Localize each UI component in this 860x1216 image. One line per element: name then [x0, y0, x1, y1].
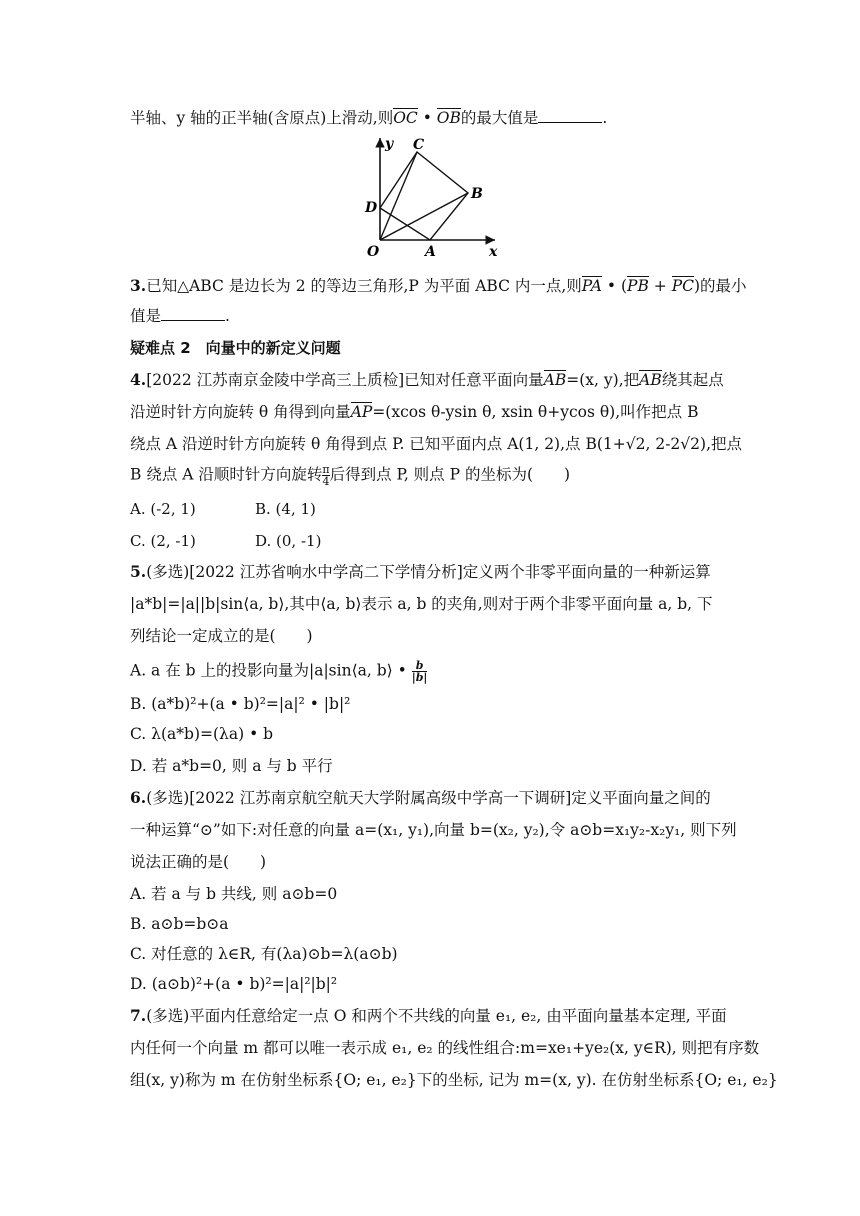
question-number: 3.: [130, 276, 147, 295]
label-y: y: [385, 136, 394, 152]
answer-blank[interactable]: [161, 306, 225, 321]
label-x: x: [489, 244, 498, 260]
text: (多选)[2022 江苏南京航空航天大学附属高级中学高一下调研]定义平面向量之间的: [146, 789, 711, 807]
q2-tail-line: 半轴、y 轴的正半轴(含原点)上滑动,则OC • OB的最大值是 .: [130, 109, 608, 127]
text: 已知△ABC 是边长为 2 的等边三角形,P 为平面 ABC 内一点,则: [146, 277, 582, 295]
q4-option-a[interactable]: A. (-2, 1): [130, 500, 196, 518]
text: (多选)平面内任意给定一点 O 和两个不共线的向量 e₁, e₂, 由平面向量基本定理, 平面: [146, 1007, 727, 1025]
q7-line-3: 组(x, y)称为 m 在仿射坐标系{O; e₁, e₂}下的坐标, 记为 m=(x, y). 在仿射坐标系{O; e₁, e₂}: [130, 1071, 778, 1089]
q4-line-1: [130, 370, 724, 390]
q5-line-2: |a*b|=|a||b|sin⟨a, b⟩,其中⟨a, b⟩表示 a, b 的夹角,则对于两个非零平面向量 a, b, 下: [130, 595, 713, 613]
q6-option-b[interactable]: B. a⊙b=b⊙a: [130, 915, 229, 933]
vector-ab: AB: [639, 371, 662, 389]
q5-option-a[interactable]: [130, 660, 427, 683]
q4-option-c[interactable]: C. (2, -1): [130, 532, 196, 550]
q6-option-d[interactable]: D. (a⊙b)²+(a • b)²=|a|²|b|²: [130, 975, 338, 993]
text: 的最大值是: [460, 109, 539, 127]
text: 绕其起点: [661, 371, 724, 389]
text: +: [648, 277, 672, 295]
question-number: 7.: [130, 1006, 147, 1025]
text: (多选)[2022 江苏省响水中学高二下学情分析]定义两个非零平面向量的一种新运算: [146, 563, 711, 581]
answer-blank[interactable]: [538, 108, 602, 123]
frac-num: b: [415, 659, 424, 672]
text: 值是: [130, 307, 162, 325]
frac-den: 4: [322, 475, 330, 488]
text: •: [417, 109, 437, 127]
q6-option-a[interactable]: A. 若 a 与 b 共线, 则 a⊙b=0: [130, 885, 338, 903]
label-b: B: [471, 186, 483, 202]
question-number: 5.: [130, 562, 147, 581]
q5-option-d[interactable]: D. 若 a*b=0, 则 a 与 b 平行: [130, 757, 333, 775]
q3-line-1: [130, 276, 747, 296]
text: A. a 在 b 上的投影向量为|a|sin⟨a, b⟩ •: [130, 661, 407, 680]
label-o: O: [367, 244, 380, 260]
vector-pb: PB: [627, 277, 649, 295]
q5-line-1: [130, 562, 711, 582]
label-c: C: [413, 137, 425, 153]
q5-line-3: 列结论一定成立的是( ): [130, 627, 313, 645]
vector-oc: OC: [393, 109, 418, 127]
question-number: 6.: [130, 788, 147, 807]
fraction-b-over-norm-b: [412, 660, 428, 683]
q7-line-1: [130, 1006, 727, 1026]
label-d: D: [365, 200, 378, 216]
frac-num: π: [322, 463, 330, 476]
vector-pc: PC: [671, 277, 694, 295]
segment-oc: [380, 152, 417, 240]
frac-den: |b|: [411, 671, 428, 684]
label-a: A: [425, 244, 436, 260]
text: • (: [601, 277, 628, 295]
q4-line-4: [130, 464, 570, 487]
text: 半轴、y 轴的正半轴(含原点)上滑动,则: [130, 109, 394, 127]
text: 沿逆时针方向旋转 θ 角得到向量: [130, 403, 351, 421]
text: B 绕点 A 沿顺时针方向旋转: [130, 465, 323, 484]
geometry-figure: [355, 132, 505, 262]
fraction-pi-over-4: [322, 464, 329, 487]
q4-option-d[interactable]: D. (0, -1): [255, 532, 322, 550]
q5-option-b[interactable]: B. (a*b)²+(a • b)²=|a|² • |b|²: [130, 695, 351, 713]
q6-line-3: 说法正确的是( ): [130, 853, 267, 871]
q4-line-3: 绕点 A 沿逆时针方向旋转 θ 角得到点 P. 已知平面内点 A(1, 2),点 B(1+√2, 2-2√2),把点: [130, 435, 743, 453]
text: [2022 江苏南京金陵中学高三上质检]已知对任意平面向量: [146, 371, 544, 389]
vector-ap: AP: [350, 403, 373, 421]
q4-option-b[interactable]: B. (4, 1): [255, 500, 316, 518]
section-heading: 疑难点 2 向量中的新定义问题: [130, 339, 341, 357]
vector-ab: AB: [543, 371, 567, 389]
q6-line-1: [130, 788, 711, 808]
q3-line-2: 值是 .: [130, 307, 230, 325]
text: =(x, y),把: [566, 371, 640, 389]
vector-pa: PA: [581, 277, 602, 295]
q4-line-2: [130, 402, 698, 422]
q5-option-c[interactable]: C. λ(a*b)=(λa) • b: [130, 725, 274, 743]
question-number: 4.: [130, 370, 147, 389]
text: 后得到点 P, 则点 P 的坐标为( ): [329, 465, 571, 484]
q7-line-2: 内任何一个向量 m 都可以唯一表示成 e₁, e₂ 的线性组合:m=xe₁+ye₂(x, y∈R), 则把有序数: [130, 1039, 760, 1057]
square-abcd: [380, 152, 468, 240]
text: =(xcos θ-ysin θ, xsin θ+ycos θ),叫作把点 B: [372, 403, 699, 421]
text: )的最小: [694, 277, 747, 295]
vector-ob: OB: [436, 109, 461, 127]
q6-line-2: 一种运算“⊙”如下:对任意的向量 a=(x₁, y₁),向量 b=(x₂, y₂),令 a⊙b=x₁y₂-x₂y₁, 则下列: [130, 821, 737, 839]
q6-option-c[interactable]: C. 对任意的 λ∈R, 有(λa)⊙b=λ(a⊙b): [130, 945, 398, 963]
